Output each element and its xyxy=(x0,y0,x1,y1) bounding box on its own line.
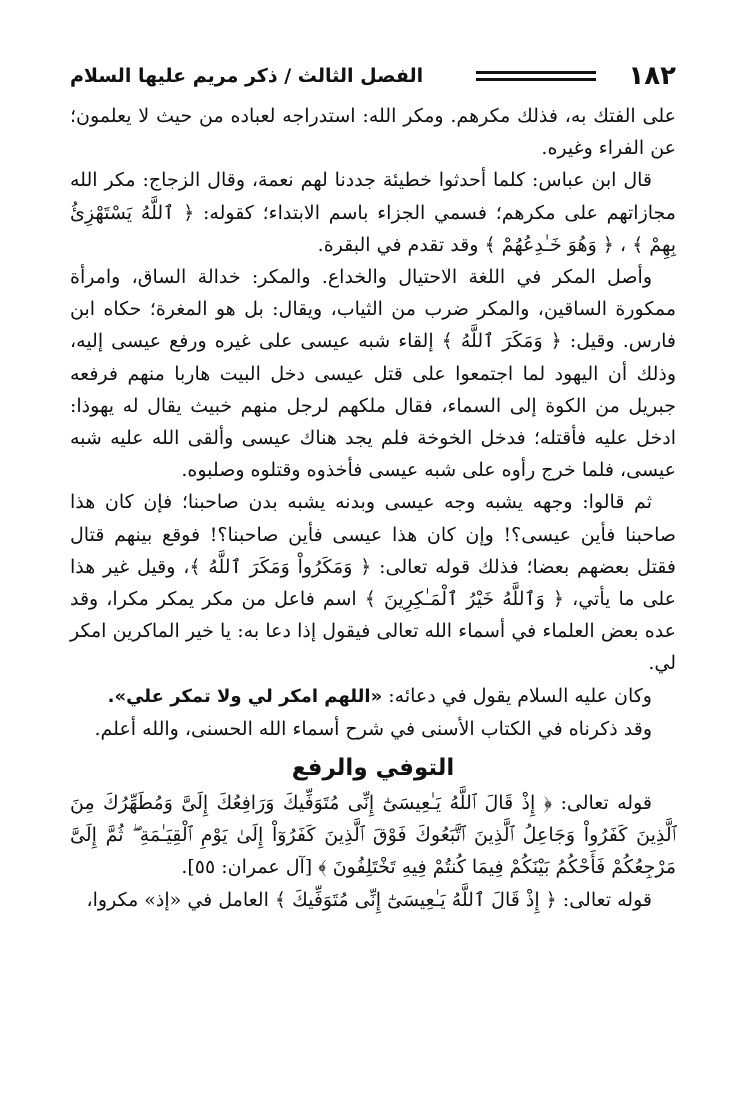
paragraph-2: قال ابن عباس: كلما أحدثوا خطيئة جددنا لهم نعمة، وقال الزجاج: مكر الله مجازاتهم على مكرهم؛ فسمي الجزاء باسم الابتداء؛ كقوله: ﴿ ٱللَّهُ يَسْتَهْزِئُ بِهِمْ ﴾ ، ﴿ وَهُوَ خَـٰدِعُهُمْ ﴾ وقد تقدم في البقرة. xyxy=(70,169,676,256)
page-header xyxy=(70,58,676,94)
page-number: ١٨٢ xyxy=(628,61,676,91)
prayer-quote: «اللهم امكر لي ولا تمكر علي». xyxy=(107,685,383,707)
closing-line: وقد ذكرناه في الكتاب الأسنى في شرح أسماء الله الحسنى، والله أعلم. xyxy=(94,717,652,740)
running-title: الفصل الثالث / ذكر مريم عليها السلام xyxy=(70,65,424,87)
final-paragraph: قوله تعالى: ﴿ إِذْ قَالَ ٱللَّهُ يَـٰعِيسَىٰٓ إِنِّى مُتَوَفِّيكَ ﴾ العامل في «إذ» مكروا، xyxy=(86,888,652,911)
paragraph-4: ثم قالوا: وجهه يشبه وجه عيسى وبدنه يشبه بدن صاحبنا؛ فإن كان هذا صاحبنا فأين عيسى؟! وإن كان هذا عيسى فأين صاحبنا؟! فوقع بينهم قتال فقتل بعضهم بعضا؛ فذلك قوله تعالى: ﴿ وَمَكَرُواْ وَمَكَرَ ٱللَّهُ ﴾، وقيل غير هذا على ما يأتي، ﴿ وَٱللَّهُ خَيْرُ ٱلْمَـٰكِرِينَ ﴾ اسم فاعل من مكر يمكر مكرا، وقد عده بعض العلماء في أسماء الله تعالى فيقول إذا دعا به: يا خير الماكرين امكر لي. xyxy=(70,491,676,675)
verse-paragraph: قوله تعالى: ﴿ إِذْ قَالَ ٱللَّهُ يَـٰعِيسَىٰٓ إِنِّى مُتَوَفِّيكَ وَرَافِعُكَ إِلَىَّ وَمُطَهِّرُكَ مِنَ ٱلَّذِينَ كَفَرُواْ وَجَاعِلُ ٱلَّذِينَ ٱتَّبَعُوكَ فَوْقَ ٱلَّذِينَ كَفَرُوٓاْ إِلَىٰ يَوْمِ ٱلْقِيَـٰمَةِ ۖ ثُمَّ إِلَىَّ مَرْجِعُكُمْ فَأَحْكُمُ بَيْنَكُمْ فِيمَا كُنتُمْ فِيهِ تَخْتَلِفُونَ ﴾ [آل عمران: ٥٥]. xyxy=(70,792,676,879)
paragraph-1: على الفتك به، فذلك مكرهم. ومكر الله: استدراجه لعباده من حيث لا يعلمون؛ عن الفراء وغيره. xyxy=(70,105,676,160)
prayer-intro: وكان عليه السلام يقول في دعائه: xyxy=(382,684,652,707)
prayer-paragraph xyxy=(70,680,676,713)
paragraph-3: وأصل المكر في اللغة الاحتيال والخداع. والمكر: خدالة الساق، وامرأة ممكورة الساقين، والمكر ضرب من الثياب، ويقال: بل هو المغرة؛ حكاه ابن فارس. وقيل: ﴿ وَمَكَرَ ٱللَّهُ ﴾ إلقاء شبه عيسى على غيره ورفع عيسى إليه، وذلك أن اليهود لما اجتمعوا على قتل عيسى دخل البيت هاربا منهم فرفعه جبريل من الكوة إلى السماء، فقال ملكهم لرجل منهم خبيث يقال له يهوذا: ادخل عليه فأقتله؛ فدخل الخوخة فلم يجد هناك عيسى وألقى الله عليه شبه عيسى، فلما خرج رأوه على شبه عيسى فأخذوه وقتلوه وصلبوه. xyxy=(70,266,676,482)
page-body xyxy=(70,100,676,916)
header-double-rule xyxy=(476,71,596,81)
section-heading: التوفي والرفع xyxy=(291,755,455,782)
